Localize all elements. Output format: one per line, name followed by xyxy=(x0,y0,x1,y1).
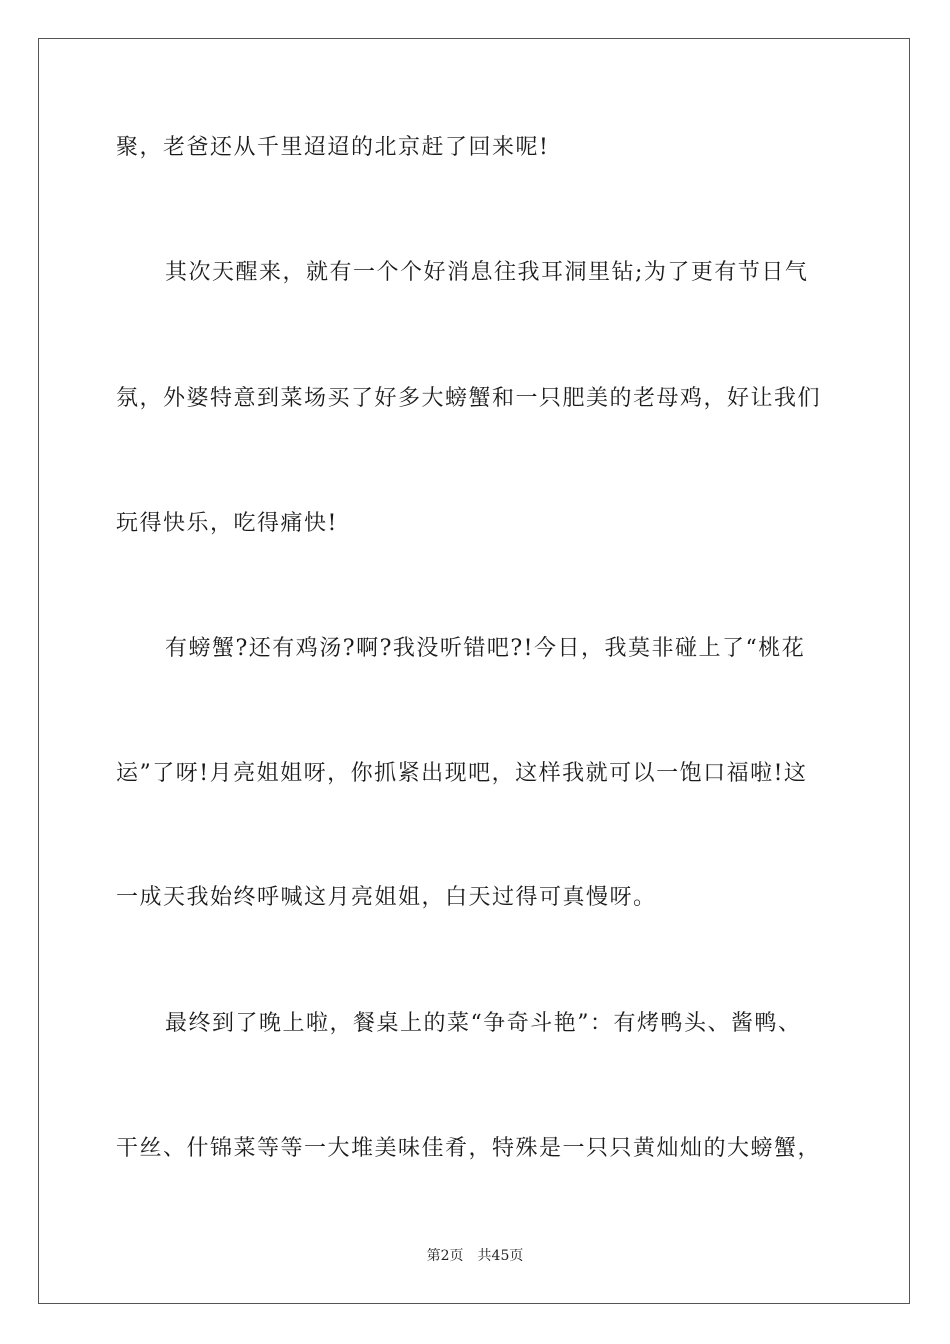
paragraph-line-8: 最终到了晚上啦，餐桌上的菜“争奇斗艳”：有烤鸭头、酱鸭、 xyxy=(165,1011,802,1036)
paragraph-line-5: 有螃蟹?还有鸡汤?啊?我没听错吧?!今日，我莫非碰上了“桃花 xyxy=(165,636,806,661)
current-page-number: 第2页 xyxy=(426,1248,464,1264)
total-pages: 共45页 xyxy=(477,1248,524,1264)
text-line-9: 干丝、什锦菜等等一大堆美味佳肴，特殊是一只只黄灿灿的大螃蟹， xyxy=(116,1136,822,1161)
text-line-7: 一成天我始终呼喊这月亮姐姐，白天过得可真慢呀。 xyxy=(116,885,657,910)
paragraph-line-2: 其次天醒来，就有一个个好消息往我耳洞里钻;为了更有节日气 xyxy=(165,260,809,285)
text-line-6: 运”了呀!月亮姐姐呀，你抓紧出现吧，这样我就可以一饱口福啦!这 xyxy=(116,761,808,786)
page-footer xyxy=(0,1246,950,1266)
text-line-4: 玩得快乐，吃得痛快! xyxy=(116,511,338,536)
text-line-1: 聚，老爸还从千里迢迢的北京赶了回来呢! xyxy=(116,135,550,160)
text-line-3: 氛，外婆特意到菜场买了好多大螃蟹和一只肥美的老母鸡，好让我们 xyxy=(116,386,822,411)
page-frame xyxy=(38,38,910,1304)
